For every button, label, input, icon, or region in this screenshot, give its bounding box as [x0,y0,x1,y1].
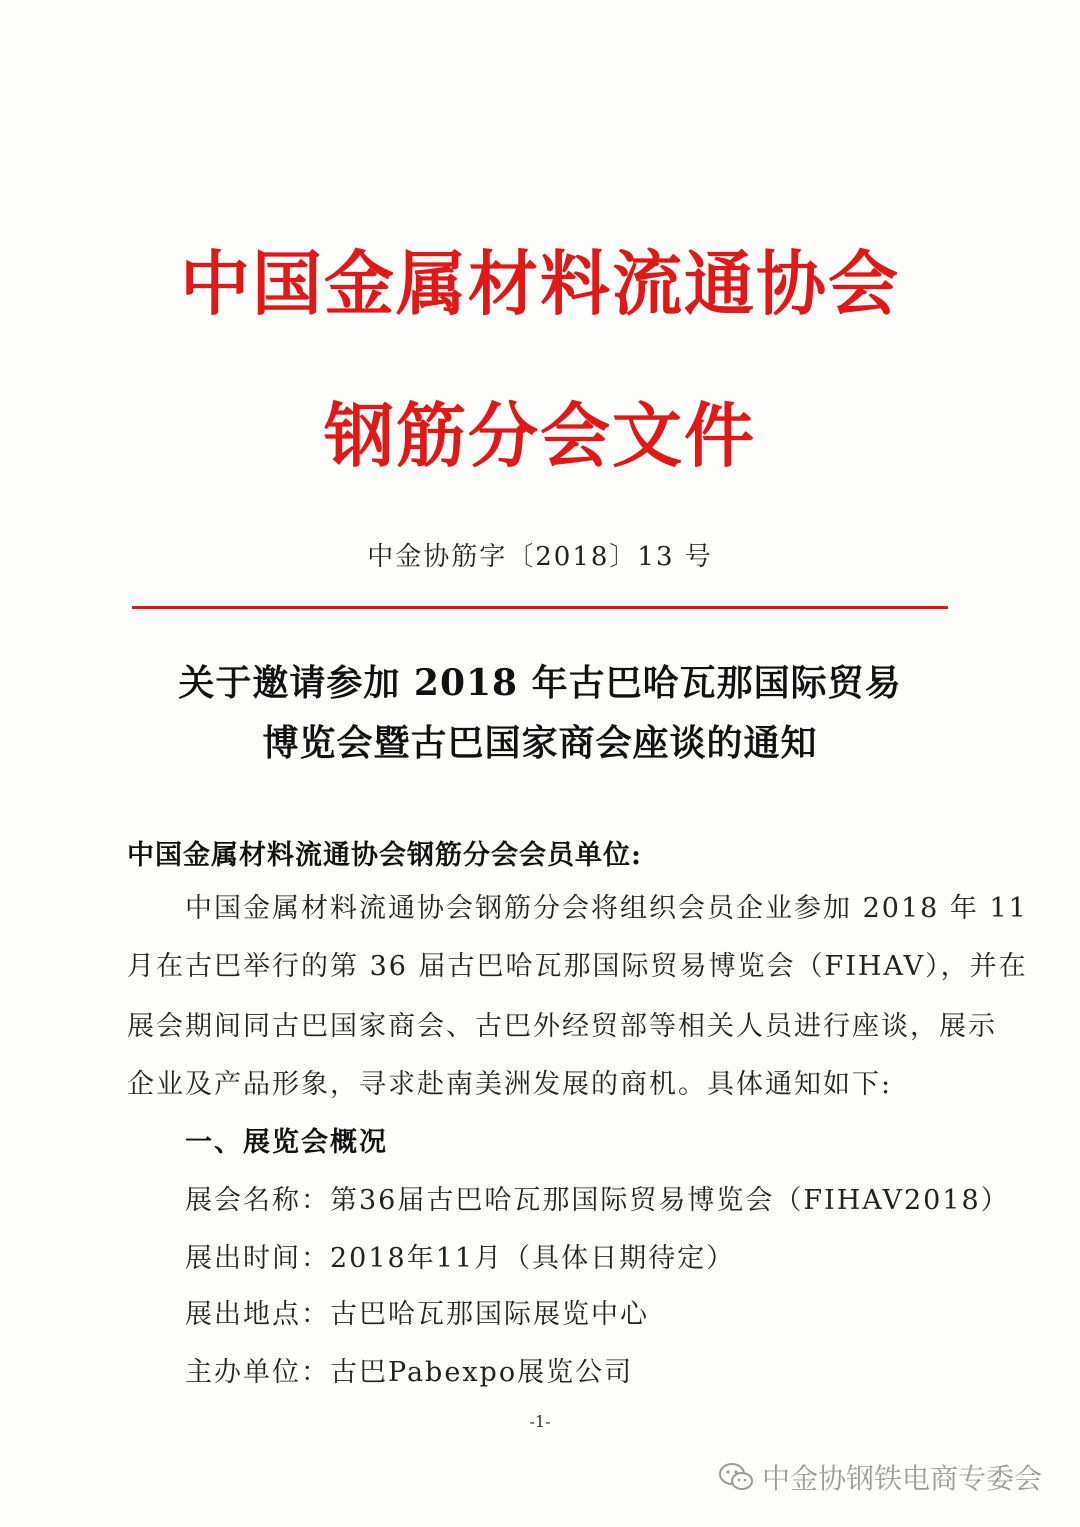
exhibition-location: 展出地点：古巴哈瓦那国际展览中心 [185,1299,649,1330]
paragraph-line: 月在古巴举行的第 36 届古巴哈瓦那国际贸易博览会（FIHAV），并在 [127,951,1028,982]
recipient-salutation: 中国金属材料流通协会钢筋分会会员单位: [127,840,642,871]
paragraph-line: 中国金属材料流通协会钢筋分会将组织会员企业参加 2018 年 11 [185,893,1028,924]
document-number: 中金协筋字〔2018〕13 号 [367,542,713,572]
paragraph-line: 展会期间同古巴国家商会、古巴外经贸部等相关人员进行座谈，展示 [127,1011,997,1042]
exhibition-name: 展会名称：第36届古巴哈瓦那国际贸易博览会（FIHAV2018） [185,1185,1010,1216]
org-title: 中国金属材料流通协会 [180,243,900,325]
wechat-icon [718,1462,754,1492]
section-heading: 一、展览会概况 [185,1127,388,1158]
subject-line-2: 博览会暨古巴国家商会座谈的通知 [262,722,818,764]
red-divider [132,606,948,609]
page-number: -1- [529,1412,551,1431]
branch-title: 钢筋分会文件 [324,395,756,477]
exhibition-time: 展出时间：2018年11月（具体日期待定） [185,1243,736,1274]
paragraph-line: 企业及产品形象，寻求赴南美洲发展的商机。具体通知如下: [127,1069,893,1100]
subject-line-1: 关于邀请参加 2018 年古巴哈瓦那国际贸易 [178,662,902,704]
watermark-text: 中金协钢铁电商专委会 [761,1462,1042,1495]
exhibition-organizer: 主办单位：古巴Pabexpo展览公司 [185,1357,634,1388]
wechat-watermark [718,1457,1042,1497]
